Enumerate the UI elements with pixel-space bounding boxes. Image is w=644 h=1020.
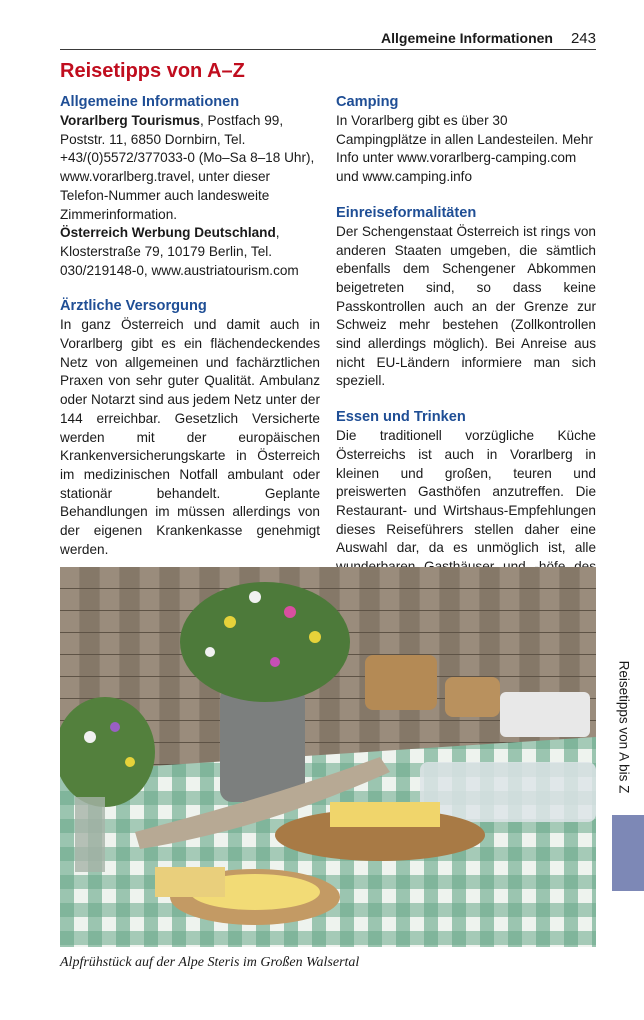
heading-allgemeine-informationen: Allgemeine Informationen [60,94,240,110]
covered-dish [420,762,596,822]
paragraph-camping: In Vorarlberg gibt es über 30 Campingplätze in allen Landesteilen. Mehr Info unter www.vorarlberg-camping.com und www.camping.info [336,113,593,185]
paragraph-essen-und-trinken: Die traditionell vorzügliche Küche Österreichs ist auch in Vorarlberg in kleinen und großen, teuren und preiswerten Gasthöfen anzutreffen. Die Restaurant- und Wirtshaus-Empfehlungen dieses Reiseführers stellen daher eine Auswahl dar, da es unmöglich ist, alle [336,428,596,556]
cheese-slices [330,802,440,827]
right-column [336,92,596,611]
heading-aerztliche-versorgung: Ärztliche Versorgung [60,298,207,315]
paragraph-vorarlberg-tourismus [60,112,320,224]
plate-stack [500,692,590,737]
heading-camping: Camping [336,94,399,110]
vorarlberg-tourismus-text: , Postfach 99, Poststr. 11, 6850 Dornbirn, Tel. +43/(0)5572/377033-0 (Mo–Sa 8–18 Uhr), www.vorarlberg.travel, unter dieser Telefon-Nummer auch landesweite Zimmerinformation. [60,113,315,222]
page-title: Reisetipps von A–Z [60,60,245,82]
header-rule [60,49,596,50]
heading-einreiseformalitaeten: Einreiseformalitäten [336,204,477,221]
milk-can [220,687,305,802]
side-tab-label [606,652,642,802]
breakfast-photo [60,567,596,947]
section-einreiseformalitaeten [336,203,596,391]
section-camping [336,92,596,187]
left-column [60,92,320,575]
running-head-title: Allgemeine Informationen [381,30,553,46]
photo-caption: Alpfrühstück auf der Alpe Steris im Großen Walsertal [60,955,360,970]
vorarlberg-tourismus-name: Vorarlberg Tourismus [60,113,200,128]
side-tab-marker [612,815,644,891]
section-aerztliche-versorgung [60,296,320,559]
flower-bouquet [180,582,350,702]
heading-essen-und-trinken: Essen und Trinken [336,409,466,426]
glass-vase [75,797,105,872]
paragraph-einreiseformalitaeten: Der Schengenstaat Österreich ist rings von anderen Staaten umgeben, die sämtlich ebenfalls dem Schengener Abkommen beigetreten sind, so dass keine Passkontrollen auch an der Grenze zur Schweiz mehr bestehen (Zollkontrollen sind allerdings möglich). Bei Anreise aus nicht EU-Ländern informiere man sich speziell. [336,223,596,389]
paragraph-oesterreich-werbung [60,224,320,280]
butter-block [155,867,225,897]
page-number: 243 [570,30,596,47]
section-allgemeine-informationen [60,92,320,280]
paragraph-aerztliche-versorgung: In ganz Österreich und damit auch in Vorarlberg gibt es ein flächendeckendes Netz von allgemeinen und fachärztlichen Praxen von sehr guter Qualität. Ambulanz oder Notarzt sind aus jedem Netz unter der 144 erreichbar. Gesetzlich Versicherte werden mit der europäischen Krankenversicherungskarte in Österreich im medizinischen Notfall ambulant oder stationär behandelt. Geplante Behandlungen im müssen allerdings von der eigenen Krankenkasse genehmigt werden. [60,317,320,557]
oesterreich-werbung-text: , Klosterstraße 79, 10179 Berlin, Tel. 030/219148-0, www.austriatourism.com [60,225,299,278]
running-head [60,30,596,48]
oesterreich-werbung-name: Österreich Werbung Deutschland [60,225,276,241]
side-tab-text: Reisetipps von A bis Z [616,660,632,794]
